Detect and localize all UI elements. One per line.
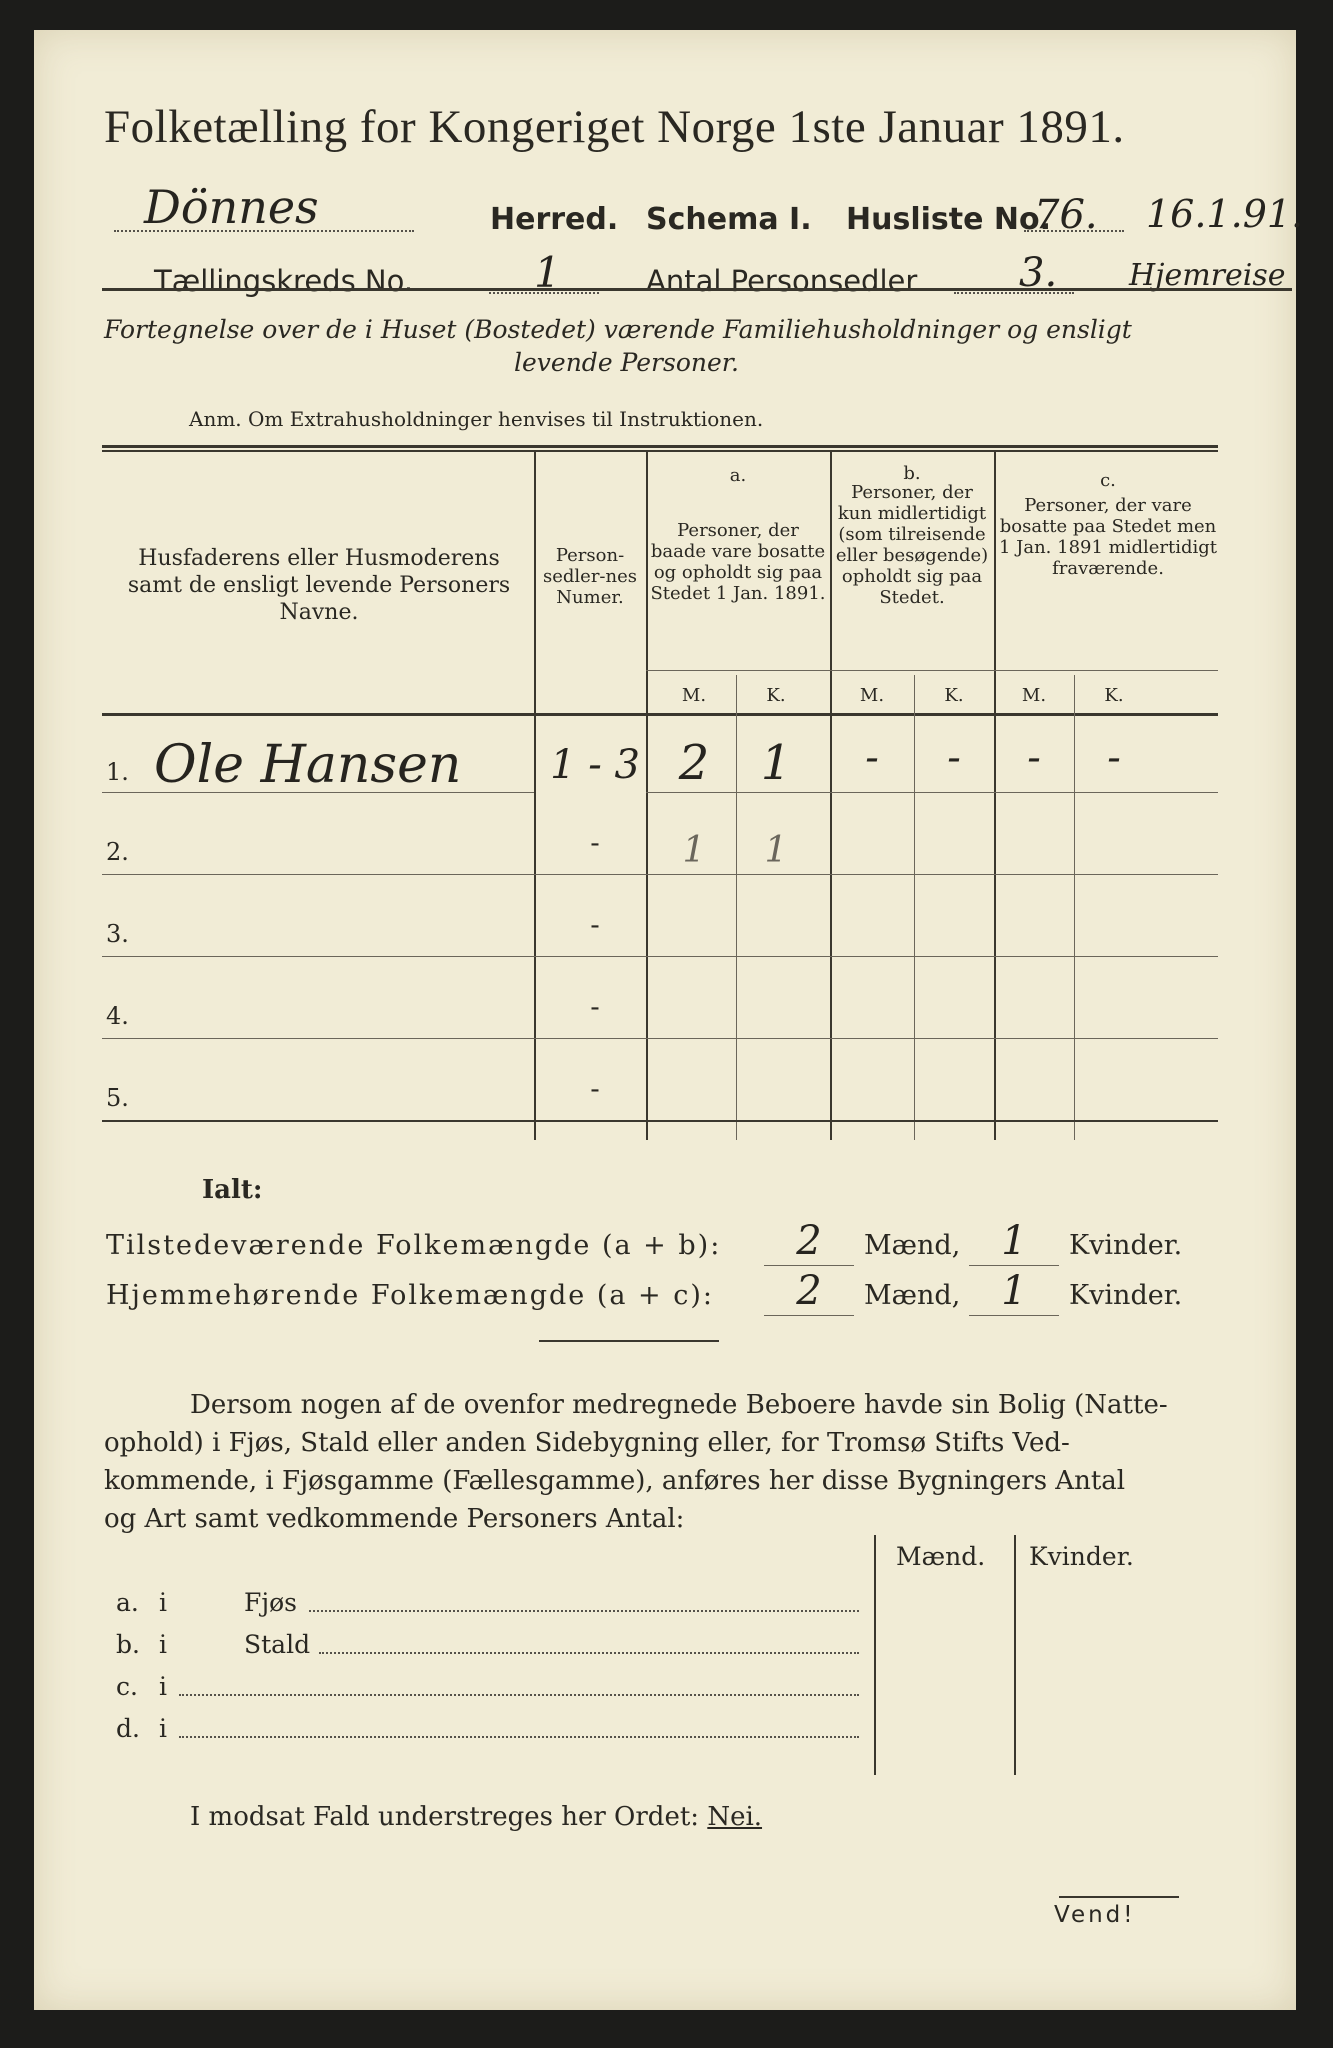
item-b-text: Stald — [244, 1630, 311, 1659]
hjemme-kvinder-label: Kvinder. — [1069, 1280, 1183, 1311]
item-c-prep: i — [159, 1672, 167, 1701]
row-1-a-m: 2 — [678, 735, 710, 791]
row-1-c-k: - — [1107, 735, 1121, 781]
antal-value: 3. — [1019, 250, 1058, 296]
kreds-label: Tællingskreds No. — [154, 264, 414, 298]
item-b-prep: i — [159, 1630, 167, 1659]
row-1-b-m: - — [865, 735, 879, 781]
item-d-letter: d. — [116, 1714, 140, 1743]
row-5-numer: - — [590, 1072, 600, 1105]
col-a-m: M. — [681, 685, 707, 706]
row-1-numer: 1 - 3 — [550, 742, 640, 788]
col-numer-header: Person-sedler-nes Numer. — [543, 545, 637, 608]
item-a-text: Fjøs — [244, 1588, 297, 1617]
col-b-k: K. — [944, 685, 964, 706]
row-1-number: 1. — [106, 758, 129, 786]
para-line-4: og Art samt vedkommende Personers Antal: — [104, 1504, 685, 1534]
col-a-header: Personer, der baade vare bosatte og opholdt sig paa Stedet 1 Jan. 1891. — [650, 520, 826, 604]
tilstede-label: Tilstedeværende Folkemængde (a + b): — [106, 1230, 722, 1261]
intro-line-2: levende Personer. — [514, 348, 739, 377]
vend-label: Vend! — [1054, 1902, 1136, 1928]
hjemme-kvinder-value: 1 — [1001, 1268, 1027, 1314]
row-4-number: 4. — [106, 1002, 129, 1030]
tilstede-maend-value: 2 — [796, 1218, 822, 1264]
item-c-letter: c. — [116, 1672, 138, 1701]
tilstede-kvinder-value: 1 — [1001, 1218, 1027, 1264]
row-2-numer: - — [590, 826, 600, 859]
col-c-letter: c. — [1100, 470, 1116, 491]
nei-instruction — [190, 1802, 762, 1832]
item-a-letter: a. — [116, 1588, 139, 1617]
item-d-prep: i — [159, 1714, 167, 1743]
husliste-label: Husliste No. — [846, 202, 1051, 237]
col-a-letter: a. — [729, 465, 747, 486]
herred-value: Dönnes — [144, 180, 319, 234]
tilstede-kvinder-label: Kvinder. — [1069, 1230, 1183, 1261]
kvinder-column-header: Kvinder. — [1029, 1542, 1134, 1571]
row-1-name: Ole Hansen — [154, 735, 462, 795]
schema-label: Schema I. — [646, 202, 812, 237]
row-2-a-m: 1 — [682, 830, 706, 871]
antal-label: Antal Personsedler — [646, 264, 918, 298]
row-1-a-k: 1 — [760, 735, 792, 791]
col-a-k: K. — [766, 685, 786, 706]
ialt-label: Ialt: — [202, 1175, 263, 1205]
col-c-header: Personer, der vare bosatte paa Stedet men 1 Jan. 1891 midlertidigt fraværende. — [998, 495, 1218, 579]
anm-note: Anm. Om Extrahusholdninger henvises til Instruktionen. — [189, 407, 764, 431]
col-b-letter: b. — [903, 463, 921, 484]
form-title: Folketælling for Kongeriget Norge 1ste Januar 1891. — [104, 101, 1125, 153]
row-2-number: 2. — [106, 838, 129, 866]
para-line-3: kommende, i Fjøsgamme (Fællesgamme), anføres her disse Bygningers Antal — [104, 1466, 1126, 1496]
row-3-numer: - — [590, 908, 600, 941]
row-2-a-k: 1 — [764, 830, 788, 871]
date-note: 16.1.91. — [1146, 192, 1304, 236]
hjemme-maend-value: 2 — [796, 1268, 822, 1314]
item-b-letter: b. — [116, 1630, 140, 1659]
col-c-m: M. — [1021, 685, 1047, 706]
col-names-header: Husfaderens eller Husmoderens samt de ensligt levende Personers Navne. — [127, 546, 511, 625]
hjemme-label: Hjemmehørende Folkemængde (a + c): — [106, 1280, 714, 1311]
extra-note: Hjemreise — [1129, 258, 1286, 293]
maend-column-header: Mænd. — [896, 1542, 986, 1571]
item-a-prep: i — [159, 1588, 167, 1617]
hjemme-maend-label: Mænd, — [864, 1280, 961, 1311]
para-line-2: ophold) i Fjøs, Stald eller anden Sidebygning eller, for Tromsø Stifts Ved- — [104, 1428, 1070, 1458]
row-1-b-k: - — [947, 735, 961, 781]
husliste-value: 76. — [1034, 192, 1098, 238]
row-3-number: 3. — [106, 920, 129, 948]
col-b-m: M. — [859, 685, 885, 706]
tilstede-maend-label: Mænd, — [864, 1230, 961, 1261]
row-4-numer: - — [590, 990, 600, 1023]
para-line-1: Dersom nogen af de ovenfor medregnede Beboere havde sin Bolig (Natte- — [190, 1390, 1168, 1420]
census-form-page — [34, 30, 1304, 2010]
herred-label: Herred. — [490, 202, 619, 237]
nei-instruction-text: I modsat Fald understreges her Ordet: — [190, 1802, 700, 1832]
kreds-value: 1 — [534, 248, 561, 297]
col-b-header: Personer, der kun midlertidigt (som tilreisende eller besøgende) opholdt sig paa Stedet. — [835, 482, 989, 608]
nei-word: Nei. — [707, 1802, 763, 1832]
row-5-number: 5. — [106, 1084, 129, 1112]
row-1-c-m: - — [1027, 735, 1041, 781]
intro-line-1: Fortegnelse over de i Huset (Bostedet) værende Familiehusholdninger og ensligt — [104, 315, 1132, 344]
col-c-k: K. — [1104, 685, 1124, 706]
